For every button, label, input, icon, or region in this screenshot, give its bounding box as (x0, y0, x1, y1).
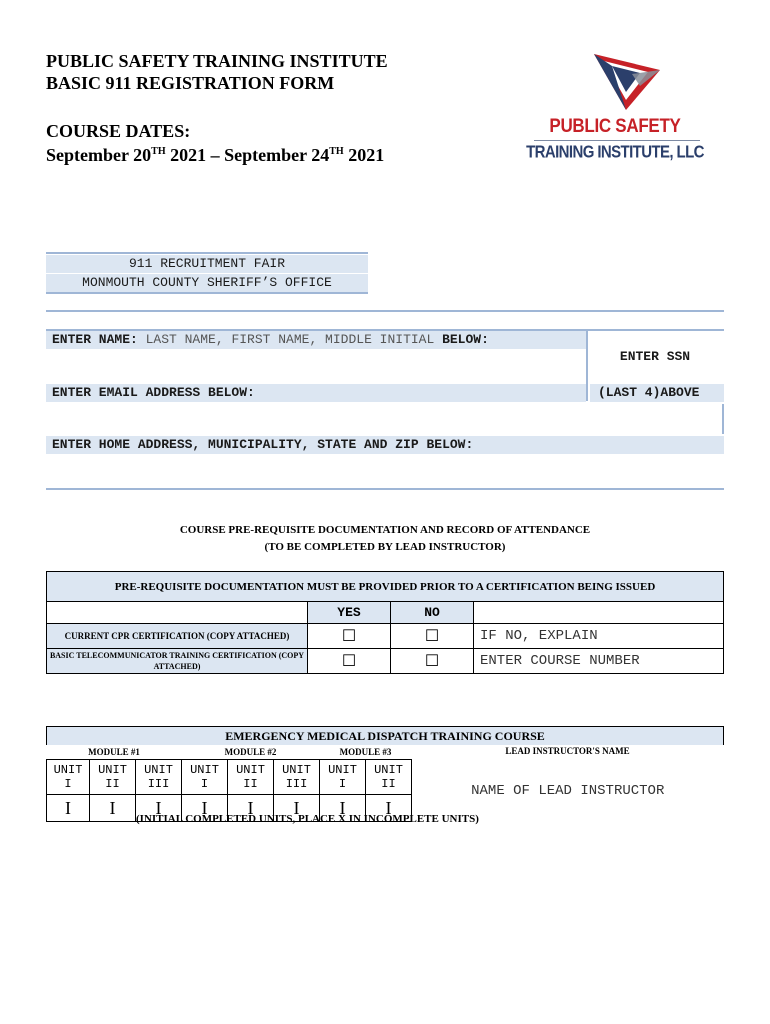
address-right-rule (722, 404, 724, 434)
table-row (47, 624, 724, 649)
cpr-explain-field[interactable]: IF NO, EXPLAIN (474, 624, 724, 649)
initial-field[interactable]: I (90, 795, 136, 822)
prereq-blank-header (47, 602, 308, 624)
telecom-label: BASIC TELECOMMUNICATOR TRAINING CERTIFICATION (COPY ATTACHED) (47, 649, 308, 674)
event-line1: 911 RECRUITMENT FAIR (46, 255, 368, 273)
form-top-rule (46, 310, 724, 312)
initial-field[interactable]: I (274, 795, 320, 822)
institute-logo (520, 48, 720, 173)
prereq-table (46, 571, 724, 674)
unit-cell: UNIT I (320, 760, 366, 795)
unit-cell: UNIT I (182, 760, 228, 795)
module-1-header: MODULE #1 (47, 745, 182, 760)
unit-cell: UNIT II (90, 760, 136, 795)
initial-field[interactable]: I (47, 795, 90, 822)
initial-field[interactable]: I (320, 795, 366, 822)
emd-footnote: (INITIAL COMPLETED UNITS, PLACE X IN INCOMPLETE UNITS) (136, 813, 479, 825)
event-top-rule (46, 252, 368, 254)
telecom-yes-checkbox[interactable]: ☐ (308, 649, 391, 674)
module-3-header: MODULE #3 (320, 745, 412, 760)
course-number-field[interactable]: ENTER COURSE NUMBER (474, 649, 724, 674)
form-bottom-rule (46, 488, 724, 490)
logo-divider (534, 140, 700, 141)
initial-field[interactable]: I (228, 795, 274, 822)
form-title: BASIC 911 REGISTRATION FORM (46, 73, 335, 93)
name-top-rule (46, 329, 724, 331)
logo-text-line2: TRAINING INSTITUTE, LLC (526, 142, 704, 163)
initial-field[interactable]: I (136, 795, 182, 822)
unit-cell: UNIT II (366, 760, 412, 795)
course-dates-label: COURSE DATES: (46, 121, 191, 141)
initial-field[interactable]: I (366, 795, 412, 822)
lead-instructor-name-field[interactable]: NAME OF LEAD INSTRUCTOR (471, 782, 665, 799)
cpr-yes-checkbox[interactable]: ☐ (308, 624, 391, 649)
unit-cell: UNIT III (274, 760, 320, 795)
emd-title: EMERGENCY MEDICAL DISPATCH TRAINING COURSE (47, 727, 724, 746)
ssn-label[interactable]: ENTER SSN (619, 349, 691, 364)
address-field-label[interactable]: ENTER HOME ADDRESS, MUNICIPALITY, STATE AND ZIP BELOW: (46, 436, 724, 454)
institute-title: PUBLIC SAFETY TRAINING INSTITUTE (46, 51, 388, 71)
emd-table (46, 726, 724, 822)
prereq-table-title: PRE-REQUISITE DOCUMENTATION MUST BE PROVIDED PRIOR TO A CERTIFICATION BEING ISSUED (47, 572, 724, 602)
ssn-sub-label: (LAST 4)ABOVE (590, 384, 724, 402)
prereq-subheading: (TO BE COMPLETED BY LEAD INSTRUCTOR) (264, 541, 506, 553)
unit-cell: UNIT III (136, 760, 182, 795)
event-line2: MONMOUTH COUNTY SHERIFF’S OFFICE (46, 274, 368, 292)
course-dates-value: September 20TH 2021 – September 24TH 2021 (46, 145, 385, 165)
cpr-label: CURRENT CPR CERTIFICATION (COPY ATTACHED) (47, 624, 308, 649)
col-yes-header: YES (308, 602, 391, 624)
logo-text-line1: PUBLIC SAFETY (549, 114, 681, 137)
unit-cell: UNIT II (228, 760, 274, 795)
lead-instructor-header: LEAD INSTRUCTOR'S NAME (505, 746, 630, 756)
unit-cell: UNIT I (47, 760, 90, 795)
cpr-no-checkbox[interactable]: ☐ (391, 624, 474, 649)
table-row (47, 649, 724, 674)
telecom-no-checkbox[interactable]: ☐ (391, 649, 474, 674)
col-no-header: NO (391, 602, 474, 624)
initial-field[interactable]: I (182, 795, 228, 822)
email-field-label[interactable]: ENTER EMAIL ADDRESS BELOW: (46, 384, 586, 402)
logo-chevron-icon (592, 50, 662, 112)
prereq-note-header (474, 602, 724, 624)
ssn-divider (586, 331, 588, 401)
event-bottom-rule (46, 292, 368, 294)
name-field-label[interactable]: ENTER NAME: LAST NAME, FIRST NAME, MIDDLE INITIAL BELOW: (46, 331, 586, 349)
prereq-heading: COURSE PRE-REQUISITE DOCUMENTATION AND RECORD OF ATTENDANCE (179, 524, 591, 536)
module-2-header: MODULE #2 (182, 745, 320, 760)
